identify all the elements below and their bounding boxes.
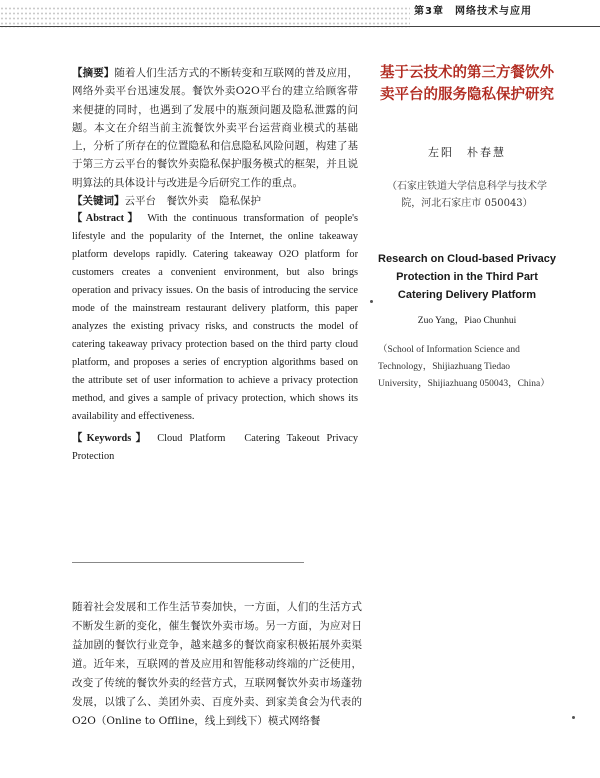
affiliation-cn: （石家庄铁道大学信息科学与技术学院，河北石家庄市 050043） <box>387 181 547 209</box>
chapter-title: 第3章 网络技术与应用 <box>414 6 532 17</box>
abstract-en-text: With the continuous transformation of people's lifestyle and the popularity of the Internet, the online takeaway platform develops rapidly. Catering takeaway O2O platform for customers creates a convenient environment, but also brings operation and privacy issues. On the basis of introducing the service mode of the mainstream restaurant delivery platform, this paper analyzes the existing privacy risks, and constructs the model of catering takeaway privacy protection based on the third party cloud platform, and proposes a series of encryption algorithms based on the attribute set of user information to achieve a privacy protection method, and gives a sample of privacy protection, which shows its availability and effectiveness. <box>72 213 358 423</box>
title-cn: 基于云技术的第三方餐饮外卖平台的服务隐私保护研究 <box>380 65 554 103</box>
abstract-column <box>72 64 358 466</box>
keywords-en <box>72 430 358 466</box>
keywords-en-text: Cloud Platform Catering Takeout Privacy Protection <box>72 433 358 463</box>
title-en: Research on Cloud-based Privacy Protection in the Third Part Catering Delivery Platform <box>378 253 556 301</box>
affiliation-en: （School of Information Science and Technology，Shijiazhuang Tiedao University，Shijiazhuang 050043，China） <box>378 345 550 389</box>
keywords-cn <box>72 192 358 210</box>
scan-speck <box>370 300 373 303</box>
abstract-cn-label: 【摘要】 <box>72 67 115 79</box>
keywords-cn-label: 【关键词】 <box>72 195 125 208</box>
body-paragraph: 随着社会发展和工作生活节奏加快，一方面，人们的生活方式不断发生新的变化，催生餐饮外卖市场。另一方面，为应对日益加剧的餐饮行业竞争，越来越多的餐饮商家积极拓展外卖渠道。近年来，互联网的普及应用和智能移动终端的广泛使用，改变了传统的餐饮外卖的经营方式，互联网餐饮外卖市场蓬勃发展，以饿了么、美团外卖、百度外卖、到家美食会为代表的O2O（Online to Offline，线上到线下）模式网络餐 <box>72 601 362 727</box>
abstract-en-label: 【Abstract】 <box>72 213 142 225</box>
page-header <box>0 0 600 28</box>
header-dotted-band <box>0 6 410 28</box>
abstract-en <box>72 210 358 426</box>
abstract-cn <box>72 64 358 192</box>
authors-cn: 左阳 朴春慧 <box>428 146 506 159</box>
keywords-cn-text: 云平台 餐饮外卖 隐私保护 <box>124 195 261 208</box>
abstract-cn-text: 随着人们生活方式的不断转变和互联网的普及应用，网络外卖平台迅速发展。餐饮外卖O2O平台的建立给顾客带来便捷的同时，也遇到了发展中的瓶颈问题及隐私泄露的问题。本文在介绍当前主流餐饮外卖平台运营商业模式的基础上，分析了所存在的位置隐私和信息隐私风险问题，构建了基于第三方云平台的餐饮外卖隐私保护服务模式的框架，并且说明算法的具体设计与改进是今后研究工作的重点。 <box>72 67 359 189</box>
authors-en: Zuo Yang，Piao Chunhui <box>417 316 517 326</box>
title-column <box>378 62 556 393</box>
scan-speck <box>572 716 575 719</box>
section-divider <box>72 562 304 563</box>
header-rule <box>0 26 600 27</box>
keywords-en-label: 【Keywords】 <box>72 433 151 445</box>
